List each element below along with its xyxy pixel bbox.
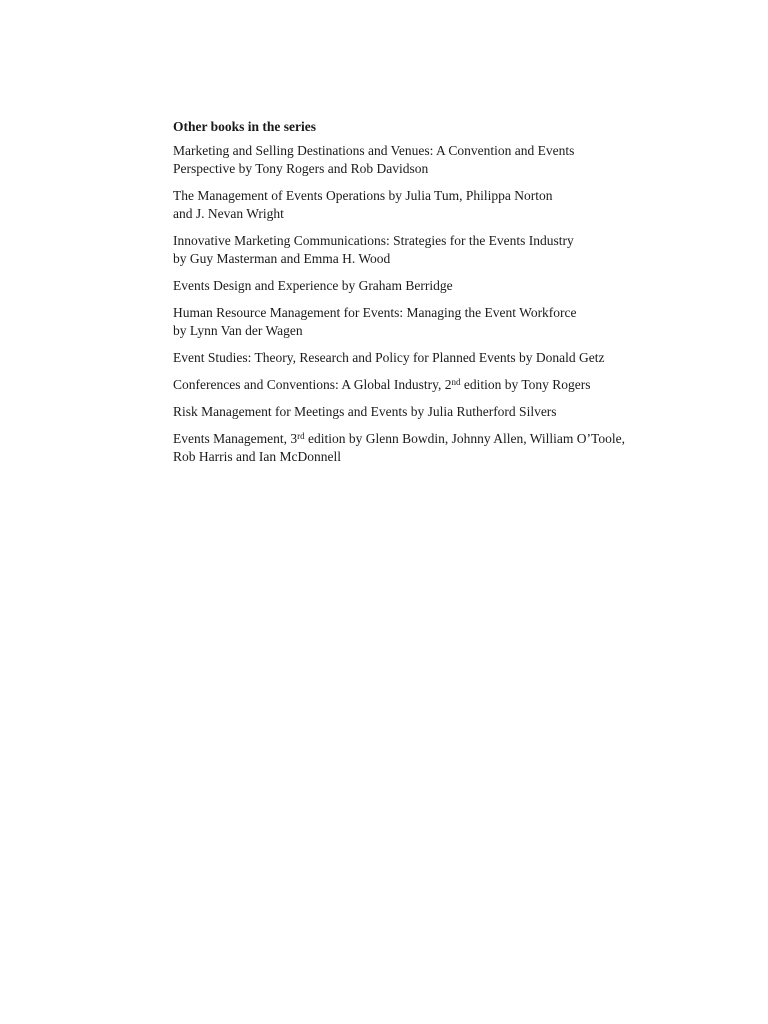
book-entry-7	[173, 376, 733, 394]
book-line: Perspective by Tony Rogers and Rob Davidson	[173, 161, 429, 176]
book-line	[173, 376, 733, 394]
book-line	[173, 430, 733, 448]
book-entry-3	[173, 232, 733, 268]
book-author-text: edition by Glenn Bowdin, Johnny Allen, William O’Toole,	[304, 431, 625, 446]
book-line: The Management of Events Operations by Julia Tum, Philippa Norton	[173, 188, 553, 203]
book-line: Marketing and Selling Destinations and Venues: A Convention and Events	[173, 143, 575, 158]
ordinal-suffix: nd	[451, 376, 461, 387]
book-entry-5	[173, 304, 733, 340]
book-line: Event Studies: Theory, Research and Policy for Planned Events by Donald Getz	[173, 350, 605, 365]
book-author-text: edition by Tony Rogers	[460, 377, 591, 392]
book-line: by Guy Masterman and Emma H. Wood	[173, 251, 391, 266]
book-title-text: Conferences and Conventions: A Global Industry, 2	[173, 377, 452, 392]
series-heading: Other books in the series	[173, 119, 317, 134]
book-entry-1	[173, 142, 733, 178]
book-entry-8	[173, 403, 733, 421]
book-line: Rob Harris and Ian McDonnell	[173, 449, 341, 464]
book-entry-4	[173, 277, 733, 295]
book-title-text: Events Management, 3	[173, 431, 298, 446]
book-line: by Lynn Van der Wagen	[173, 323, 303, 338]
book-line: Human Resource Management for Events: Managing the Event Workforce	[173, 305, 577, 320]
book-entry-6	[173, 349, 733, 367]
book-line: and J. Nevan Wright	[173, 206, 284, 221]
book-line: Innovative Marketing Communications: Strategies for the Events Industry	[173, 233, 574, 248]
book-entry-9	[173, 430, 733, 466]
book-list-page	[173, 118, 733, 475]
book-line: Risk Management for Meetings and Events by Julia Rutherford Silvers	[173, 404, 557, 419]
book-entry-2	[173, 187, 733, 223]
ordinal-suffix: rd	[297, 430, 305, 441]
book-line: Events Design and Experience by Graham Berridge	[173, 278, 453, 293]
